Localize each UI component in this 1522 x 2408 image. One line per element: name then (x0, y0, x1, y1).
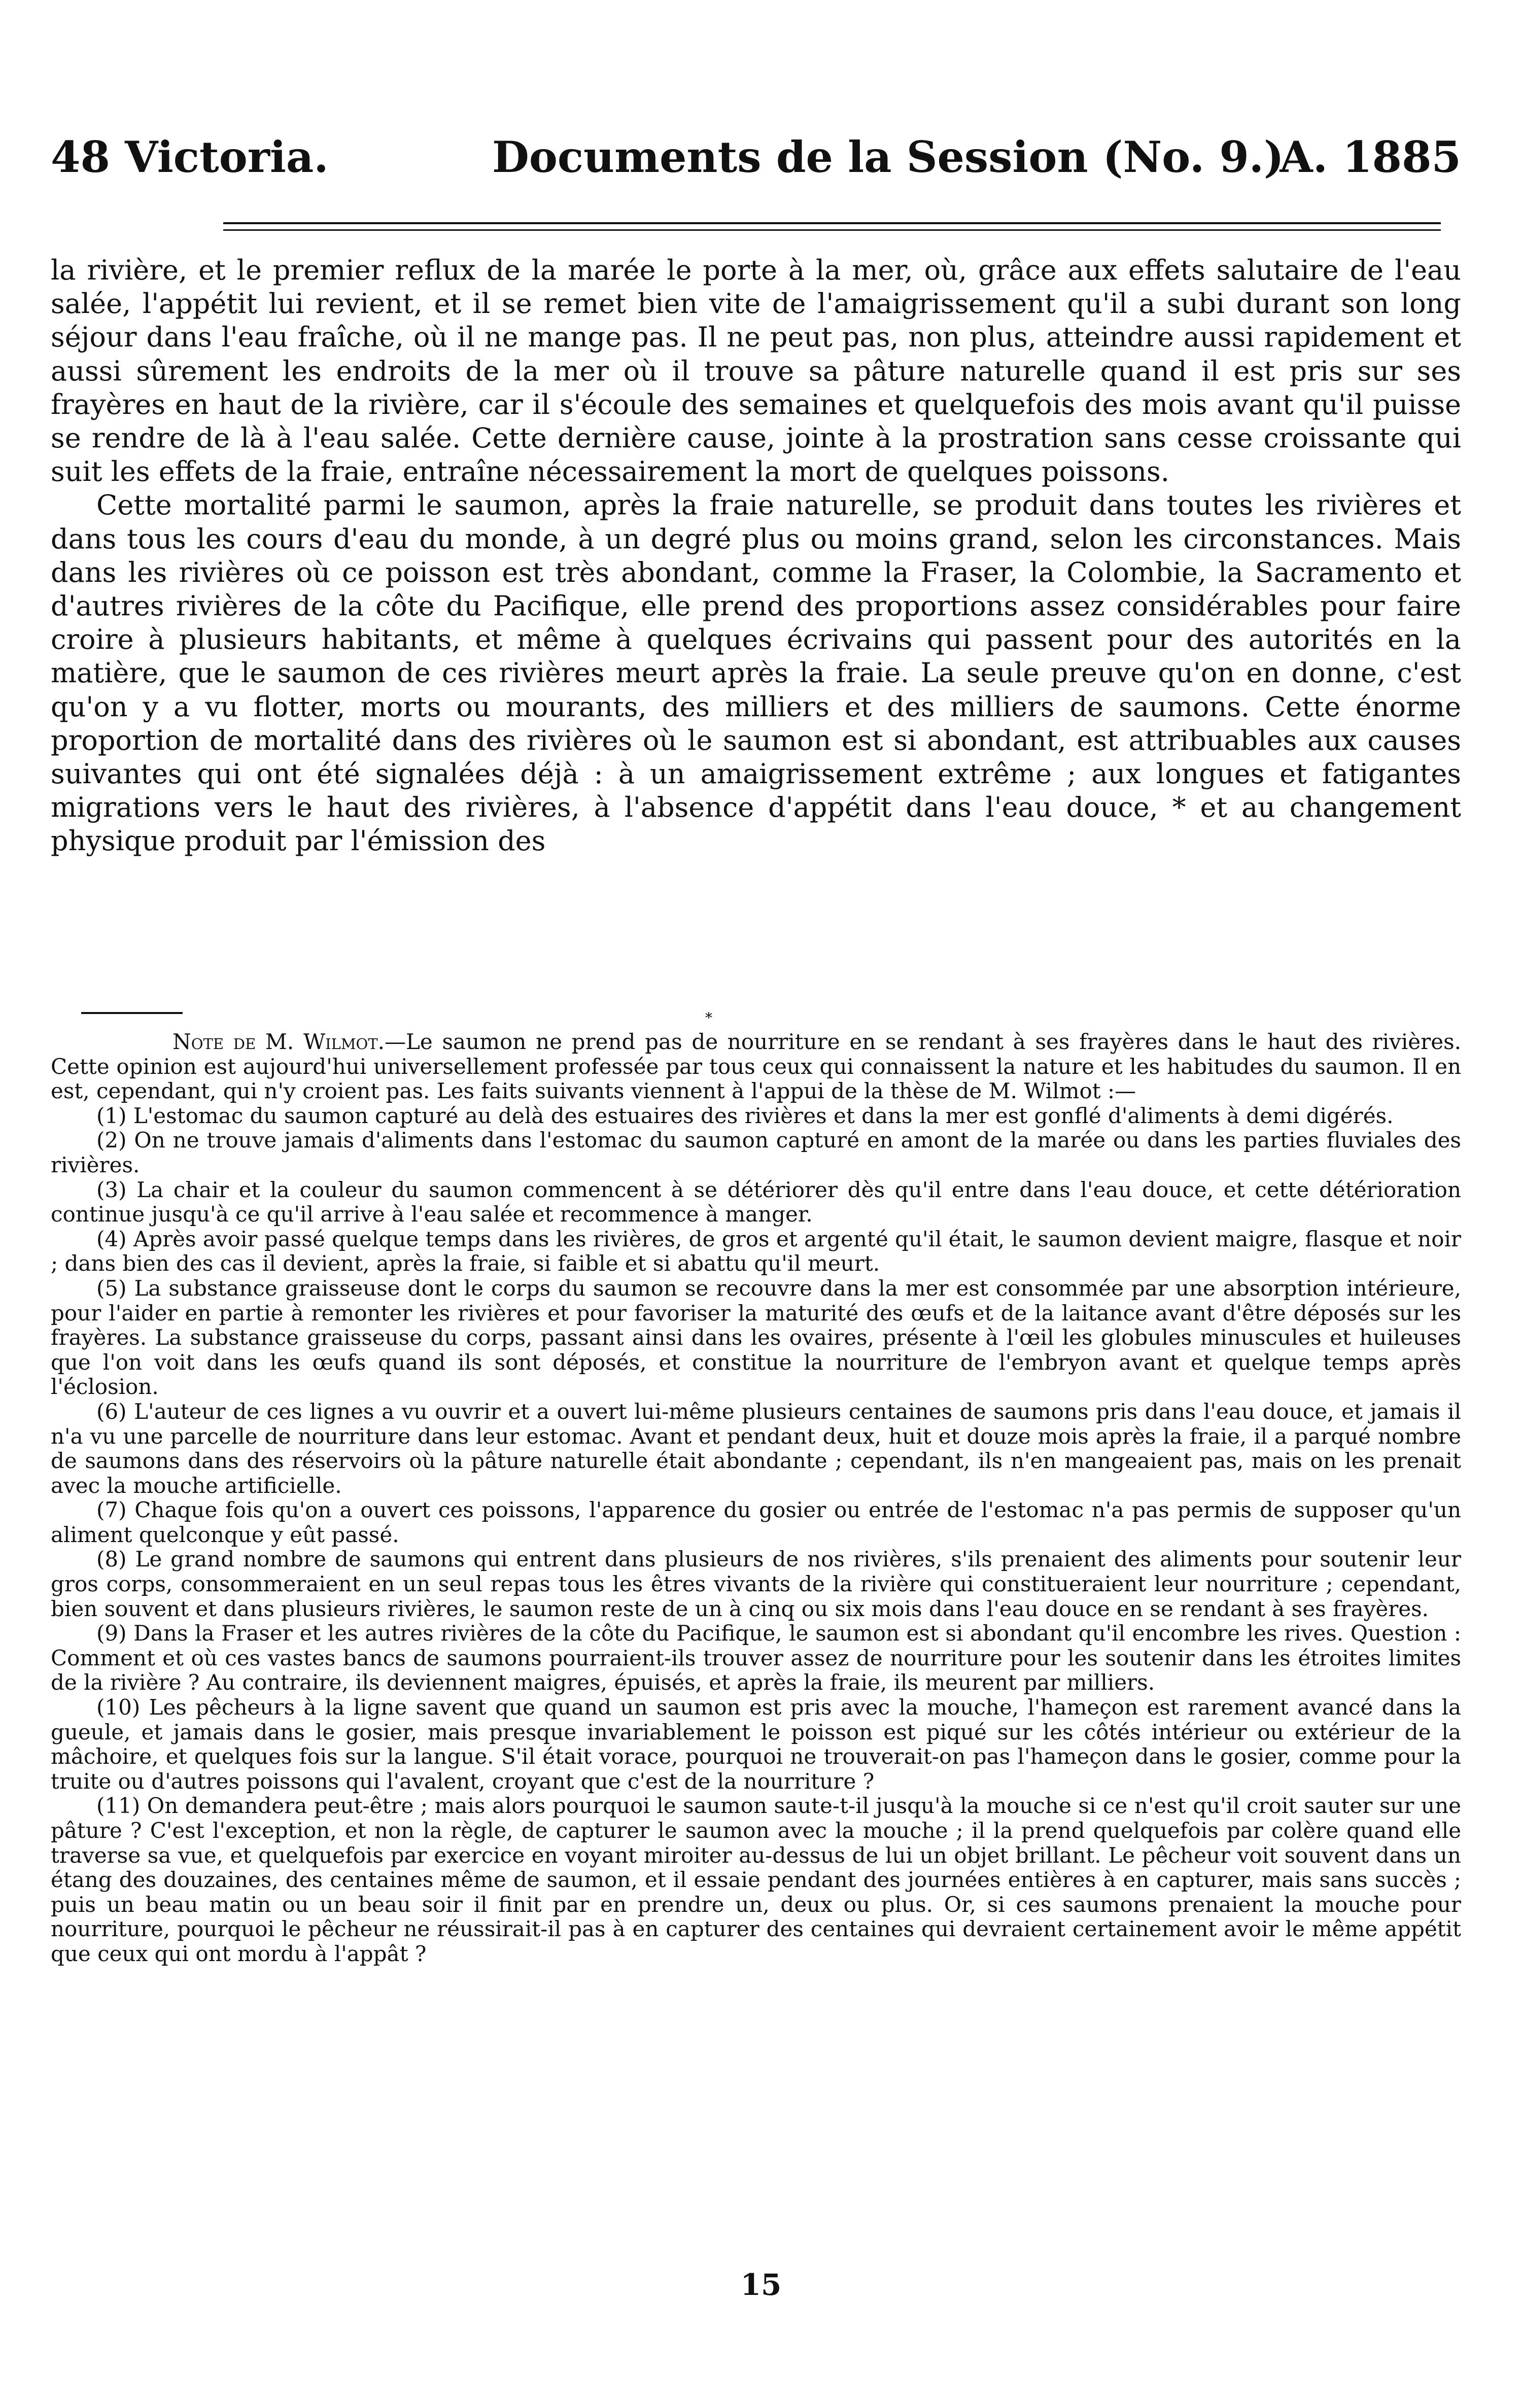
note-item-7: (7) Chaque fois qu'on a ouvert ces poissons, l'apparence du gosier ou entrée de l'estomac n'a pas permis de supposer qu'un aliment quelconque y eût passé. (51, 1497, 1461, 1547)
note-item-2: (2) On ne trouve jamais d'aliments dans l'estomac du saumon capturé en amont de la marée ou dans les parties fluviales des rivières. (51, 1128, 1461, 1177)
note-intro-text: —Le saumon ne prend pas de nourriture en se rendant à ses frayères dans le haut des rivières. Cette opinion est aujourd'hui universellement professée par tous ceux qui connaissent la nature et les habitudes du saumon. Il en est, cependant, qui n'y croient pas. Les faits suivants viennent à l'appui de la thèse de M. Wilmot :— (51, 1029, 1461, 1104)
body-paragraph-1: la rivière, et le premier reflux de la marée le porte à la mer, où, grâce aux effets salutaire de l'eau salée, l'appétit lui revient, et il se remet bien vite de l'amaigrissement qu'il a subi durant son long séjour dans l'eau fraîche, où il ne mange pas. Il ne peut pas, non plus, atteindre aussi rapidement et aussi sûrement les endroits de la mer où il trouve sa pâture naturelle quand il est pris sur ses frayères en haut de la rivière, car il s'écoule des semaines et quelquefois des mois avant qu'il puisse se rendre de là à l'eau salée. Cette dernière cause, jointe à la prostration sans cesse croissante qui suit les effets de la fraie, entraîne nécessairement la mort de quelques poissons. (51, 254, 1461, 488)
main-text (51, 254, 1461, 858)
note-label: Note de M. Wilmot. (172, 1029, 385, 1054)
note-item-5: (5) La substance graisseuse dont le corps du saumon se recouvre dans la mer est consommée par une absorption intérieure, pour l'aider en partie à remonter les rivières et pour favoriser la maturité des œufs et de la laitance avant d'être déposés sur les frayères. La substance graisseuse du corps, passant ainsi dans les ovaires, présente à l'œil les globules minuscules et huileuses que l'on voit dans les œufs quand ils sont déposés, et constitue la nourriture de l'embryon avant et quelque temps après l'éclosion. (51, 1275, 1461, 1400)
note-intro (51, 1030, 1461, 1104)
footnote-block (51, 1030, 1461, 1967)
note-item-1: (1) L'estomac du saumon capturé au delà des estuaires des rivières et dans la mer est gonflé d'aliments à demi digérés. (96, 1103, 1394, 1128)
header-title: Documents de la Session (No. 9.) (492, 132, 1284, 182)
footnote-marker: * (705, 1009, 712, 1026)
header-rule-thick (223, 222, 1441, 224)
note-item-8: (8) Le grand nombre de saumons qui entrent dans plusieurs de nos rivières, s'ils prenaient des aliments pour soutenir leur gros corps, consommeraient en un seul repas tous les êtres vivants de la rivière qui constitueraient leur nourriture ; cependant, bien souvent et dans plusieurs rivières, le saumon reste de un à cinq ou six mois dans l'eau douce en se rendant à ses frayères. (51, 1547, 1461, 1621)
note-item-10: (10) Les pêcheurs à la ligne savent que quand un saumon est pris avec la mouche, l'hameçon est rarement avancé dans la gueule, et jamais dans le gosier, mais presque invariablement le poisson est piqué sur les côtés intérieur ou extérieur de la mâchoire, et quelques fois sur la langue. S'il était vorace, pourquoi ne trouverait-on pas l'hameçon dans le gosier, comme pour la truite ou d'autres poissons qui l'avalent, croyant que c'est de la nourriture ? (51, 1695, 1461, 1794)
footnote-separator (81, 1012, 183, 1014)
body-paragraph-2: Cette mortalité parmi le saumon, après la fraie naturelle, se produit dans toutes les rivières et dans tous les cours d'eau du monde, à un degré plus ou moins grand, selon les circonstances. Mais dans les rivières où ce poisson est très abondant, comme la Fraser, la Colombie, la Sacramento et d'autres rivières de la côte du Pacifique, elle prend des proportions assez considérables pour faire croire à plusieurs habitants, et même à quelques écrivains qui passent pour des autorités en la matière, que le saumon de ces rivières meurt après la fraie. La seule preuve qu'on en donne, c'est qu'on y a vu flotter, morts ou mourants, des milliers et des milliers de saumons. Cette énorme proportion de mortalité dans des rivières où le saumon est si abondant, est attribuables aux causes suivantes qui ont été signalées déjà : à un amaigrissement extrême ; aux longues et fatigantes migrations vers le haut des rivières, à l'absence d'appétit dans l'eau douce, * et au changement physique produit par l'émission des (51, 489, 1461, 857)
note-item-3: (3) La chair et la couleur du saumon commencent à se détériorer dès qu'il entre dans l'eau douce, et cette détérioration continue jusqu'à ce qu'il arrive à l'eau salée et recommence à manger. (51, 1177, 1461, 1227)
header-rule-thin (223, 229, 1441, 231)
note-item-6: (6) L'auteur de ces lignes a vu ouvrir et a ouvert lui-même plusieurs centaines de saumons pris dans l'eau douce, et jamais il n'a vu une parcelle de nourriture dans leur estomac. Avant et pendant deux, huit et douze mois après la fraie, il a parqué nombre de saumons dans des réservoirs où la pâture naturelle était abondante ; cependant, ils n'en mangeaient pas, mais on les prenait avec la mouche artificielle. (51, 1399, 1461, 1498)
page-number: 15 (740, 2267, 782, 2302)
note-item-4: (4) Après avoir passé quelque temps dans les rivières, de gros et argenté qu'il était, le saumon devient maigre, flasque et noir ; dans bien des cas il devient, après la fraie, si faible et si abattu qu'il meurt. (51, 1226, 1461, 1276)
header-year: A. 1885 (1279, 132, 1461, 182)
note-item-11: (11) On demandera peut-être ; mais alors pourquoi le saumon saute-t-il jusqu'à la mouche si ce n'est qu'il croit sauter sur une pâture ? C'est l'exception, et non la règle, de capturer le saumon avec la mouche ; il la prend quelquefois par colère quand elle traverse sa vue, et quelquefois par exercice en voyant miroiter au-dessus de lui un objet brillant. Le pêcheur voit souvent dans un étang des douzaines, des centaines même de saumon, et il essaie pendant des journées entières à en capturer, mais sans succès ; puis un beau matin ou un beau soir il finit par en prendre un, deux ou plus. Or, si ces saumons prenaient la mouche pour nourriture, pourquoi le pêcheur ne réussirait-il pas à en capturer des centaines qui devraient certainement avoir le même appétit que ceux qui ont mordu à l'appât ? (51, 1793, 1461, 1966)
note-item-9: (9) Dans la Fraser et les autres rivières de la côte du Pacifique, le saumon est si abondant qu'il encombre les rives. Question : Comment et où ces vastes bancs de saumons pourraient-ils trouver assez de nourriture pour les soutenir dans les étroites limites de la rivière ? Au contraire, ils deviennent maigres, épuisés, et après la fraie, ils meurent par milliers. (51, 1621, 1461, 1695)
running-header (51, 127, 1461, 188)
header-volume: 48 Victoria. (51, 132, 329, 182)
